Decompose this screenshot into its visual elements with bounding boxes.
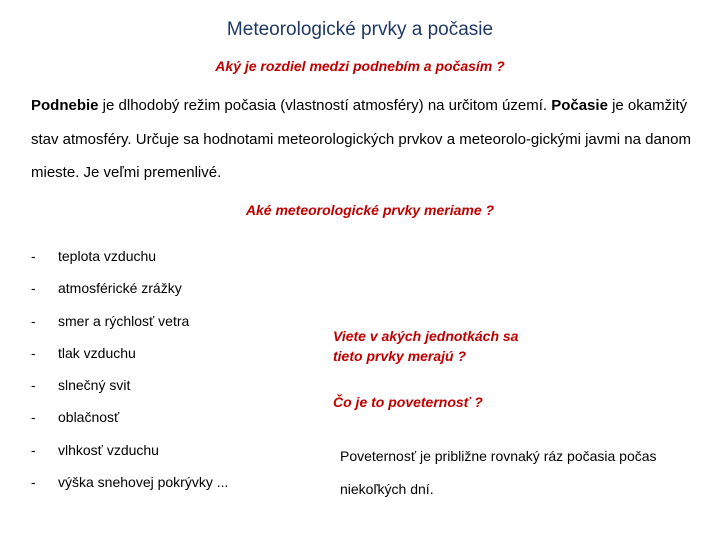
list-item-label: teplota vzduchu <box>58 248 157 264</box>
list-item-label: oblačnosť <box>58 409 120 426</box>
question-poveternost: Čo je to poveternosť ? <box>333 394 483 410</box>
list-dash: - <box>31 312 36 329</box>
answer-poveternost <box>340 440 700 506</box>
page-title: Meteorologické prvky a počasie <box>226 19 494 40</box>
term-poveternost: Poveternosť <box>340 448 417 464</box>
list-item-label: výška snehovej pokrývky ... <box>58 474 229 491</box>
list-dash: - <box>31 248 36 264</box>
list-dash: - <box>31 441 36 458</box>
list-dash: - <box>31 409 36 426</box>
list-item-label: tlak vzduchu <box>58 344 136 361</box>
list-item-label: atmosférické zrážky <box>58 280 182 297</box>
definition-text-2: je okamžitý stav atmosféry. Určuje sa hodnotami meteorologických prvkov a meteorolo-gickými javmi na danom mieste. Je veľmi premenlivé. <box>31 97 691 181</box>
list-item-label: vlhkosť vzduchu <box>58 441 159 458</box>
question-climate-vs-weather: Aký je rozdiel medzi podnebím a počasím ? <box>215 58 505 74</box>
list-dash: - <box>31 377 36 394</box>
list-dash: - <box>31 344 36 361</box>
list-item-label: slnečný svit <box>58 377 131 394</box>
list-dash: - <box>31 280 36 297</box>
term-podnebie: Podnebie <box>31 97 99 114</box>
definition-text-1: je dlhodobý režim počasia (vlastností atmosféry) na určitom území. <box>98 97 552 114</box>
question-measured-elements: Aké meteorologické prvky meriame ? <box>245 202 495 218</box>
question-units: Viete v akých jednotkách sa tieto prvky merajú ? <box>333 328 519 364</box>
answer-text: je približne rovnaký ráz počasia počas niekoľkých dní. <box>340 448 657 497</box>
definition-paragraph <box>31 89 703 190</box>
list-dash: - <box>31 474 36 491</box>
term-pocasie: Počasie <box>551 97 608 114</box>
list-item-label: smer a rýchlosť vetra <box>58 312 190 329</box>
